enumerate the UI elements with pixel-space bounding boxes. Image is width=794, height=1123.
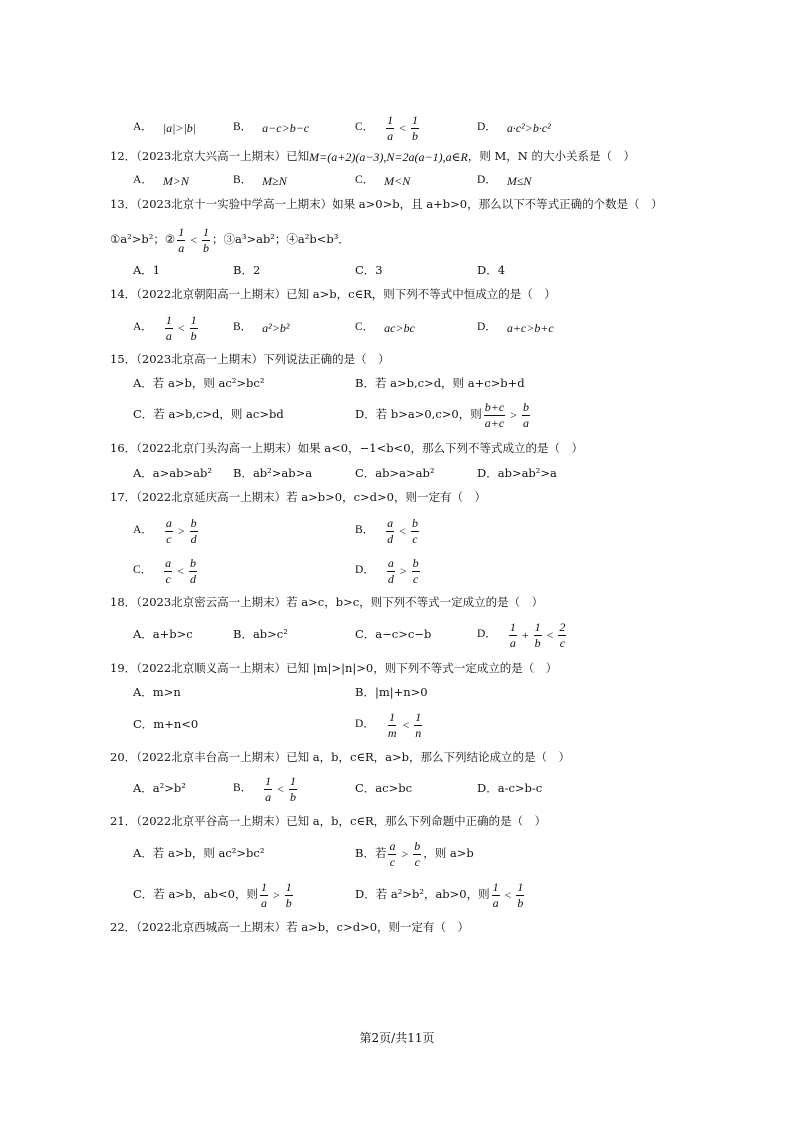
q15-stem: 15．（2023北京高一上期末）下列说法正确的是（ ） <box>110 352 390 367</box>
q17-option-d: D． $\frac{a}{d}$ > $\frac{b}{c}$ <box>355 555 419 586</box>
q19-options-cd <box>0 709 794 740</box>
q12-option-a: A． M>N <box>133 174 189 188</box>
q16-option-a: A．a>ab>ab² <box>133 466 212 481</box>
q20-options <box>0 773 794 804</box>
q19-option-d: D． $\frac{1}{m}$ < $\frac{1}{n}$ <box>355 709 422 740</box>
q20-option-b: B． $\frac{1}{a}$ < $\frac{1}{b}$ <box>233 773 296 804</box>
fraction: $\frac{1}{b}$ <box>190 312 197 343</box>
q15-options-cd <box>0 399 794 430</box>
q18-options <box>0 619 794 650</box>
q18-option-c: C．a−c>c−b <box>355 627 432 642</box>
q21-options-cd <box>0 879 794 910</box>
q19-option-c: C．m+n<0 <box>133 717 199 732</box>
fraction: $\frac{a}{c}$ <box>165 515 172 546</box>
q15-option-c: C．若 a>b,c>d，则 ac>bd <box>133 407 284 422</box>
fraction: $\frac{1}{a}$ <box>509 619 516 650</box>
fraction: $\frac{b}{a}$ <box>522 399 529 430</box>
q19-stem: 19．（2022北京顺义高一上期末）已知 |m|>|n|>0，则下列不等式一定成立的是（ ） <box>110 661 558 676</box>
fraction: $\frac{1}{b}$ <box>285 879 292 910</box>
q15-option-d: D．若 b>a>0,c>0，则 $\frac{b+c}{a+c}$ > $\frac{b}{a}$ <box>355 399 529 430</box>
fraction: $\frac{1}{a}$ <box>492 879 499 910</box>
q16-option-b: B．ab²>ab>a <box>233 466 313 481</box>
fraction: $\frac{1}{b}$ <box>289 773 296 804</box>
q20-option-a: A．a²>b² <box>133 781 186 796</box>
q21-option-b: B．若 $\frac{a}{c}$ > $\frac{b}{c}$ ，则 a>b <box>355 838 474 869</box>
fraction: $\frac{b}{d}$ <box>190 515 197 546</box>
q17-option-a: A． $\frac{a}{c}$ > $\frac{b}{d}$ <box>133 515 197 546</box>
fraction: $\frac{b}{d}$ <box>189 555 196 586</box>
q13-stem: 13．（2023北京十一实验中学高一上期末）如果 a>0>b，且 a+b>0，那么以下不等式正确的个数是（ ） <box>110 197 663 212</box>
q18-option-d: D． $\frac{1}{a}$ + $\frac{1}{b}$ < $\frac{2}{c}$ <box>477 619 566 650</box>
q21-option-c: C．若 a>b，ab<0，则 $\frac{1}{a}$ > $\frac{1}{b}$ <box>133 879 292 910</box>
q12-stem: 12．（2023北京大兴高一上期末）已知 M=(a+2)(a−3),N=2a(a−1),a∈R ，则 M，N 的大小关系是（ ） <box>110 149 635 164</box>
q20-stem: 20．（2022北京丰台高一上期末）已知 a，b，c∈R，a>b，那么下列结论成立的是（ ） <box>110 750 570 765</box>
q13-option-c: C．3 <box>355 263 383 278</box>
q13-conditions: ①a²>b²；② $\frac{1}{a}$ < $\frac{1}{b}$ ；③a³>ab²；④a²b<b³． <box>110 224 350 255</box>
q17-options-ab <box>0 515 794 546</box>
fraction: $\frac{1}{n}$ <box>415 709 422 740</box>
q12-option-c: C． M<N <box>355 174 411 188</box>
fraction: $\frac{1}{b}$ <box>534 619 541 650</box>
q20-option-c: C．ac>bc <box>355 781 413 796</box>
q19-option-a: A．m>n <box>133 685 181 700</box>
q16-stem: 16．（2022北京门头沟高一上期末）如果 a<0，−1<b<0，那么下列不等式成立的是（ ） <box>110 441 584 456</box>
q15-options-ab <box>0 377 794 391</box>
fraction: $\frac{1}{b}$ <box>202 224 209 255</box>
page-footer: 第2页/共11页 <box>359 1031 435 1045</box>
q16-option-d: D．ab>ab²>a <box>477 466 557 481</box>
q21-options-ab <box>0 838 794 869</box>
fraction: $\frac{1}{a}$ <box>178 224 185 255</box>
q19-options-ab <box>0 686 794 700</box>
q17-stem: 17．（2022北京延庆高一上期末）若 a>b>0，c>d>0，则一定有（ ） <box>110 490 486 505</box>
q14-option-d: D． a+c>b+c <box>477 321 554 335</box>
fraction: $\frac{1}{b}$ <box>517 879 524 910</box>
q21-option-a: A．若 a>b，则 ac²>bc² <box>133 846 265 861</box>
q22-stem: 22．（2022北京西城高一上期末）若 a>b，c>d>0，则一定有（ ） <box>110 920 470 935</box>
q17-option-c: C． $\frac{a}{c}$ < $\frac{b}{d}$ <box>133 555 196 586</box>
q15-option-b: B．若 a>b,c>d，则 a+c>b+d <box>355 376 525 391</box>
q20-option-d: D．a-c>b-c <box>477 781 543 796</box>
q11-option-d: D． a·c²>b·c² <box>477 121 551 135</box>
q21-option-d: D．若 a²>b²，ab>0，则 $\frac{1}{a}$ < $\frac{1}{b}$ <box>355 879 524 910</box>
q11-options <box>0 112 794 143</box>
q17-options-cd <box>0 555 794 586</box>
fraction: $\frac{a}{c}$ <box>389 838 396 869</box>
q15-option-a: A．若 a>b，则 ac²>bc² <box>133 376 265 391</box>
q16-option-c: C．ab>a>ab² <box>355 466 435 481</box>
fraction: $\frac{1}{a}$ <box>387 112 394 143</box>
fraction: $\frac{1}{b}$ <box>411 112 418 143</box>
q13-options <box>0 264 794 278</box>
q14-option-c: C． ac>bc <box>355 321 415 335</box>
q14-option-b: B． a²>b² <box>233 321 290 335</box>
fraction: $\frac{a}{d}$ <box>387 515 394 546</box>
q12-option-d: D． M≤N <box>477 174 532 188</box>
q11-option-a: A． |a|>|b| <box>133 121 197 135</box>
q18-option-b: B．ab>c² <box>233 627 288 642</box>
fraction: $\frac{1}{m}$ <box>387 709 397 740</box>
q13-option-b: B．2 <box>233 263 261 278</box>
q21-stem: 21．（2022北京平谷高一上期末）已知 a，b，c∈R，那么下列命题中正确的是（ ） <box>110 814 547 829</box>
fraction: $\frac{b}{c}$ <box>414 838 421 869</box>
q18-stem: 18．（2023北京密云高一上期末）若 a>c，b>c，则下列不等式一定成立的是（ ） <box>110 595 544 610</box>
fraction: $\frac{b}{c}$ <box>412 555 419 586</box>
fraction: $\frac{1}{a}$ <box>260 879 267 910</box>
fraction: $\frac{a}{c}$ <box>165 555 172 586</box>
q16-options <box>0 467 794 481</box>
q13-option-a: A．1 <box>133 263 161 278</box>
q14-options <box>0 312 794 343</box>
q11-option-c: C． $\frac{1}{a}$ < $\frac{1}{b}$ <box>355 112 418 143</box>
q19-option-b: B．|m|+n>0 <box>355 685 428 700</box>
q12-option-b: B． M≥N <box>233 174 287 188</box>
q17-option-b: B． $\frac{a}{d}$ < $\frac{b}{c}$ <box>355 515 418 546</box>
fraction: $\frac{b}{c}$ <box>411 515 418 546</box>
fraction: $\frac{b+c}{a+c}$ <box>484 399 505 430</box>
q11-option-b: B． a−c>b−c <box>233 121 310 135</box>
q18-option-a: A．a+b>c <box>133 627 193 642</box>
fraction: $\frac{2}{c}$ <box>559 619 566 650</box>
fraction: $\frac{1}{a}$ <box>265 773 272 804</box>
fraction: $\frac{a}{d}$ <box>387 555 394 586</box>
q12-options <box>0 174 794 188</box>
q14-option-a: A． $\frac{1}{a}$ < $\frac{1}{b}$ <box>133 312 197 343</box>
q13-option-d: D．4 <box>477 263 506 278</box>
q14-stem: 14．（2022北京朝阳高一上期末）已知 a>b，c∈R，则下列不等式中恒成立的是（ ） <box>110 287 556 302</box>
fraction: $\frac{1}{a}$ <box>165 312 172 343</box>
